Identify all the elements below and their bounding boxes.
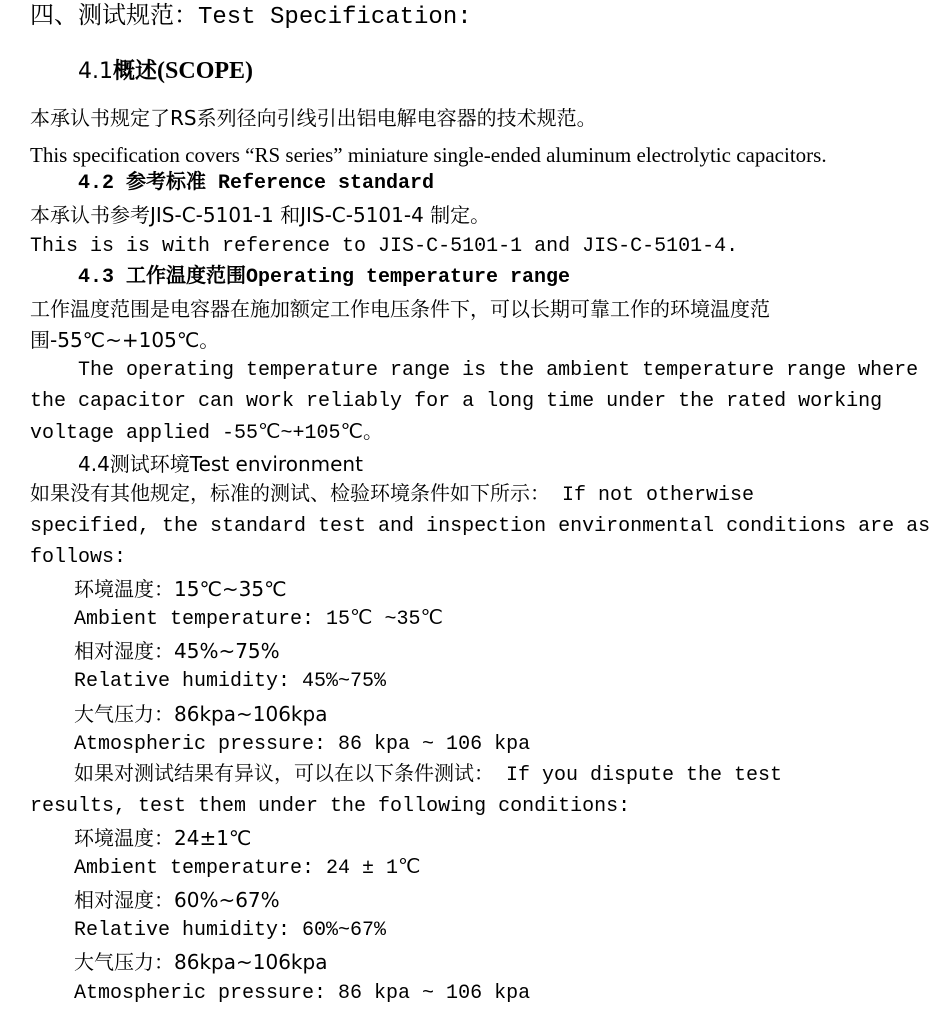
environment-heading: 4.4测试环境Test environment <box>78 452 363 476</box>
environment-intro-3: follows: <box>30 546 127 569</box>
std-temp-cn: 环境温度：15℃~35℃ <box>74 577 287 601</box>
dispute-intro-1: 如果对测试结果有异议，可以在以下条件测试： If you dispute the test <box>74 764 783 787</box>
dispute-hum-en: Relative humidity: 60%~67% <box>74 919 387 942</box>
std-hum-en: Relative humidity: 45%~75% <box>74 670 387 693</box>
std-press-en: Atmospheric pressure: 86 kpa ~ 106 kpa <box>74 733 531 756</box>
operating-text-en-2: the capacitor can work reliably for a long time under the rated working <box>30 390 883 413</box>
std-temp-en: Ambient temperature: 15℃ ~35℃ <box>74 608 443 631</box>
scope-heading-en: (SCOPE) <box>157 58 254 84</box>
environment-intro-1: 如果没有其他规定，标准的测试、检验环境条件如下所示： If not otherwise <box>30 484 755 507</box>
scope-heading-cn: 概述 <box>113 59 158 84</box>
dispute-temp-cn: 环境温度：24±1℃ <box>74 826 252 850</box>
reference-text-cn: 本承认书参考JIS-C-5101-1 和JIS-C-5101-4 制定。 <box>30 203 491 227</box>
scope-text-en: This specification covers “RS series” miniature single-ended aluminum electrolytic capacitors. <box>30 143 827 167</box>
scope-heading-num: 4.1 <box>78 59 113 84</box>
scope-text-cn: 本承认书规定了RS系列径向引线引出铝电解电容器的技术规范。 <box>30 106 597 130</box>
dispute-press-cn: 大气压力：86kpa~106kpa <box>74 950 328 974</box>
std-press-cn: 大气压力：86kpa~106kpa <box>74 702 328 726</box>
section-title: 四、测试规范：Test Specification: <box>30 4 472 31</box>
operating-heading: 4.3 工作温度范围Operating temperature range <box>78 266 571 289</box>
operating-text-en-1: The operating temperature range is the ambient temperature range where <box>78 359 919 382</box>
operating-text-cn-2: 围-55℃~+105℃。 <box>30 328 220 352</box>
scope-heading <box>78 56 253 87</box>
dispute-intro-2: results, test them under the following conditions: <box>30 795 631 818</box>
reference-text-en: This is is with reference to JIS-C-5101-1 and JIS-C-5101-4. <box>30 235 739 258</box>
operating-text-en-3: voltage applied -55℃~+105℃。 <box>30 422 383 445</box>
std-hum-cn: 相对湿度：45%~75% <box>74 639 280 663</box>
reference-heading: 4.2 参考标准 Reference standard <box>78 172 435 195</box>
operating-text-cn-1: 工作温度范围是电容器在施加额定工作电压条件下，可以长期可靠工作的环境温度范 <box>30 297 770 321</box>
dispute-hum-cn: 相对湿度：60%~67% <box>74 888 280 912</box>
dispute-temp-en: Ambient temperature: 24 ± 1℃ <box>74 857 421 880</box>
environment-intro-2: specified, the standard test and inspection environmental conditions are as <box>30 515 931 538</box>
dispute-press-en: Atmospheric pressure: 86 kpa ~ 106 kpa <box>74 982 531 1005</box>
